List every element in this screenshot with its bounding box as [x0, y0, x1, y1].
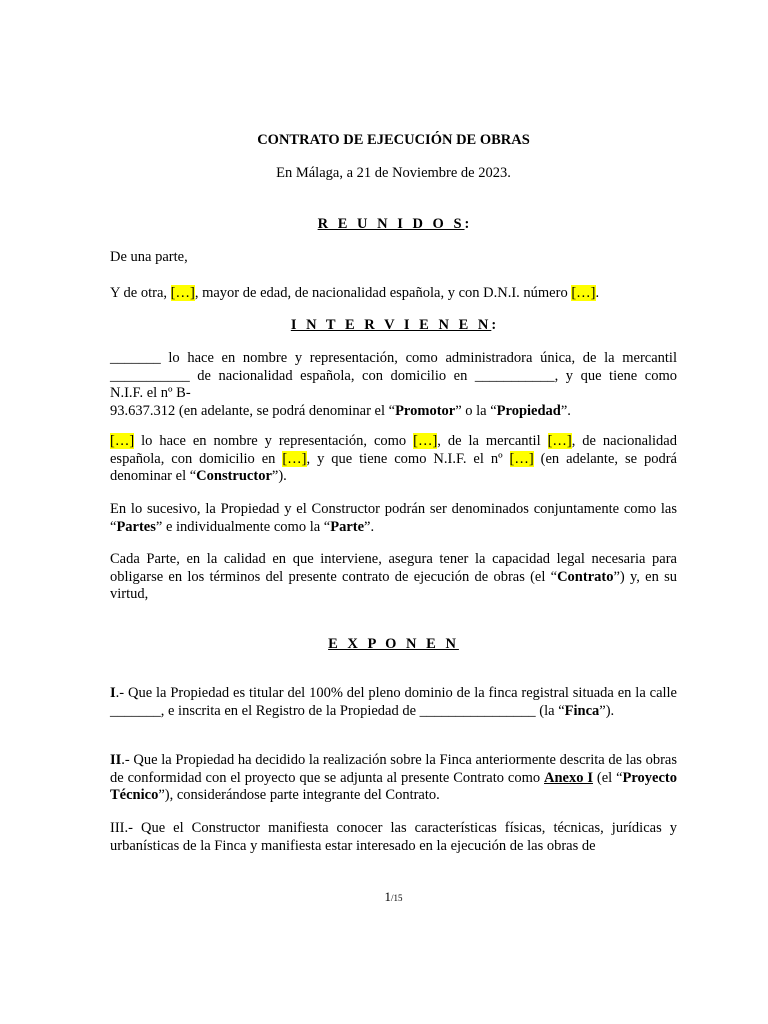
intervienen-heading: I N T E R V I E N E N: — [290, 317, 497, 333]
capacidad-paragraph: Cada Parte, en la calidad en que interviene, asegura tener la capacidad legal necesaria para obligarse en los términos del presente contrato de ejecución de obras (el “Contrato”) y, en su virtud, — [110, 551, 677, 602]
constructor-paragraph: […] lo hace en nombre y representación, como […], de la mercantil […], de nacionalidad española, con domicilio en […], y que tiene como N.I.F. el nº […] (en adelante, se podrá denominar el “Constructor”). — [110, 433, 677, 484]
anexo-reference: Anexo I — [544, 769, 594, 786]
document-page — [110, 0, 677, 1024]
placeholder-highlight: […] — [282, 450, 307, 467]
placeholder-highlight: […] — [547, 433, 572, 449]
placeholder-highlight: […] — [110, 433, 135, 449]
partes-paragraph: En lo sucesivo, la Propiedad y el Constructor podrán ser denominados conjuntamente como las “Partes” e individualmente como la “Parte”. — [110, 501, 677, 535]
contract-title: CONTRATO DE EJECUCIÓN DE OBRAS — [257, 132, 530, 148]
page-number: 1/15 — [384, 889, 403, 904]
place-date: En Málaga, a 21 de Noviembre de 2023. — [276, 165, 511, 181]
promotor-paragraph: _______ lo hace en nombre y representación, como administradora única, de la mercantil ___________ de nacionalidad española, con domicilio en ___________, y que tiene como N.I.F. el nº B- 93.637.312 (en adelante, se podrá denominar el “Promotor” o la “Propiedad”. — [110, 350, 677, 419]
exponen-heading: E X P O N E N — [328, 636, 459, 652]
expone-iii-paragraph: III.- Que el Constructor manifiesta conocer las características físicas, técnicas, jurídicas y urbanísticas de la Finca y manifiesta estar interesado en la ejecución de las obras de — [110, 820, 677, 854]
y-de-otra-paragraph: Y de otra, […], mayor de edad, de nacionalidad española, y con D.N.I. número […]. — [110, 285, 600, 301]
placeholder-highlight: […] — [413, 433, 438, 449]
placeholder-highlight: […] — [170, 285, 195, 301]
expone-i-paragraph: I.- Que la Propiedad es titular del 100% del pleno dominio de la finca registral situada en la calle _______, e inscrita en el Registro de la Propiedad de ________________ (la “Finca”). — [110, 685, 677, 719]
placeholder-highlight: […] — [509, 450, 534, 467]
de-una-parte: De una parte, — [110, 249, 188, 265]
placeholder-highlight: […] — [571, 285, 596, 301]
expone-ii-paragraph: II.- Que la Propiedad ha decidido la realización sobre la Finca anteriormente descrita de las obras de conformidad con el proyecto que se adjunta al presente Contrato como Anexo I (el “Proyecto Técnico”), considerándose parte integrante del Contrato. — [110, 752, 678, 803]
reunidos-heading: R E U N I D O S: — [317, 216, 470, 232]
